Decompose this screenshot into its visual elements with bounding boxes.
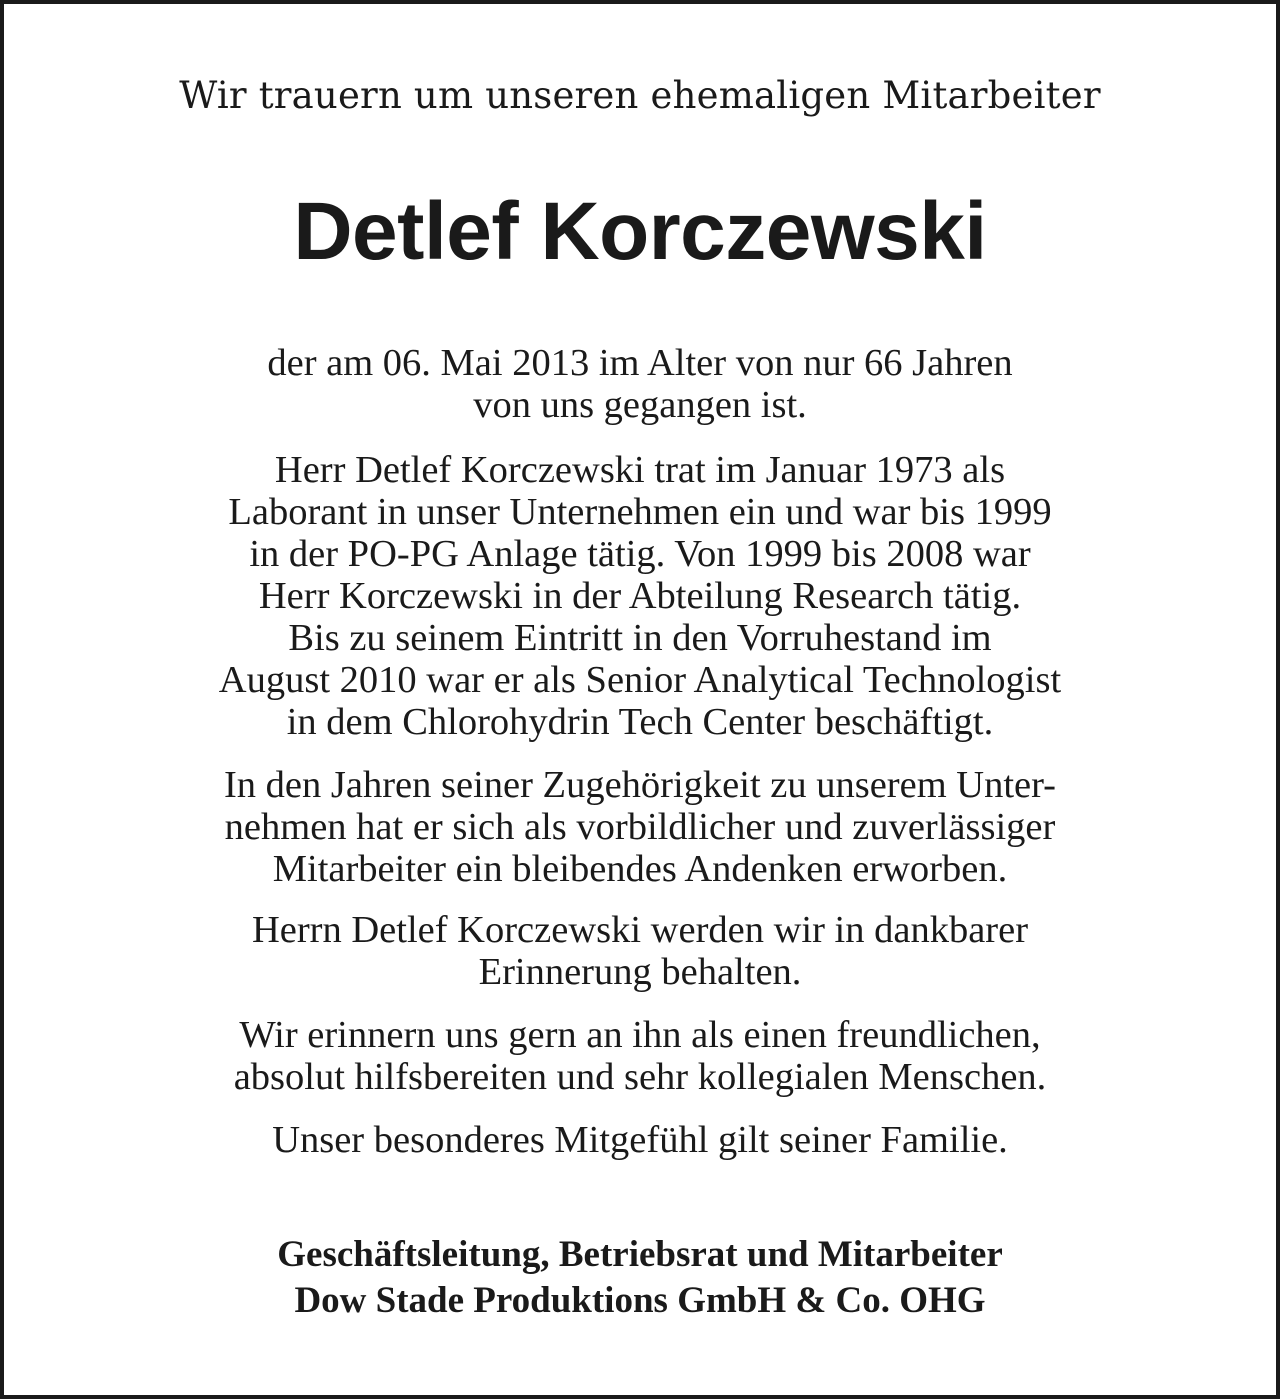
paragraph-career	[4, 449, 1276, 743]
text-line: Wir erinnern uns gern an ihn als einen freundlichen,	[239, 1014, 1041, 1056]
company-name: Dow Stade Produktions GmbH & Co. OHG	[294, 1280, 986, 1321]
paragraph-date	[4, 342, 1276, 426]
text-line: Unser besonderes Mitgefühl gilt seiner Familie.	[272, 1119, 1008, 1161]
text-line: Bis zu seinem Eintritt in den Vorruhestand im	[288, 617, 992, 659]
text-line: nehmen hat er sich als vorbildlicher und zuverlässiger	[224, 806, 1056, 848]
intro-line: Wir trauern um unseren ehemaligen Mitarbeiter	[179, 74, 1101, 117]
text-line: Herrn Detlef Korczewski werden wir in dankbarer	[251, 909, 1029, 951]
text-line: August 2010 war er als Senior Analytical Technologist	[218, 659, 1062, 701]
text-line: absolut hilfsbereiten und sehr kollegialen Menschen.	[233, 1056, 1047, 1098]
text-line: in der PO-PG Anlage tätig. Von 1999 bis 2008 war	[249, 533, 1031, 575]
text-line: Mitarbeiter ein bleibendes Andenken erworben.	[272, 848, 1008, 890]
text-line: Erinnerung behalten.	[478, 951, 802, 993]
text-line: In den Jahren seiner Zugehörigkeit zu unserem Unter-	[223, 764, 1057, 806]
paragraph-remembrance	[4, 909, 1276, 993]
text-line: der am 06. Mai 2013 im Alter von nur 66 Jahren	[267, 342, 1013, 384]
paragraph-condolence	[4, 1119, 1276, 1161]
text-line: in dem Chlorohydrin Tech Center beschäftigt.	[286, 701, 994, 743]
text-line: Herr Korczewski in der Abteilung Research tätig.	[258, 575, 1022, 617]
deceased-name: Detlef Korczewski	[293, 186, 987, 277]
text-line: Laborant in unser Unternehmen ein und war bis 1999	[228, 491, 1052, 533]
paragraph-character	[4, 1014, 1276, 1098]
signature-block	[4, 1232, 1276, 1324]
text-line: von uns gegangen ist.	[473, 384, 807, 426]
paragraph-tribute	[4, 764, 1276, 890]
text-line: Herr Detlef Korczewski trat im Januar 1973 als	[274, 449, 1006, 491]
signature-line: Geschäftsleitung, Betriebsrat und Mitarbeiter	[277, 1234, 1003, 1275]
